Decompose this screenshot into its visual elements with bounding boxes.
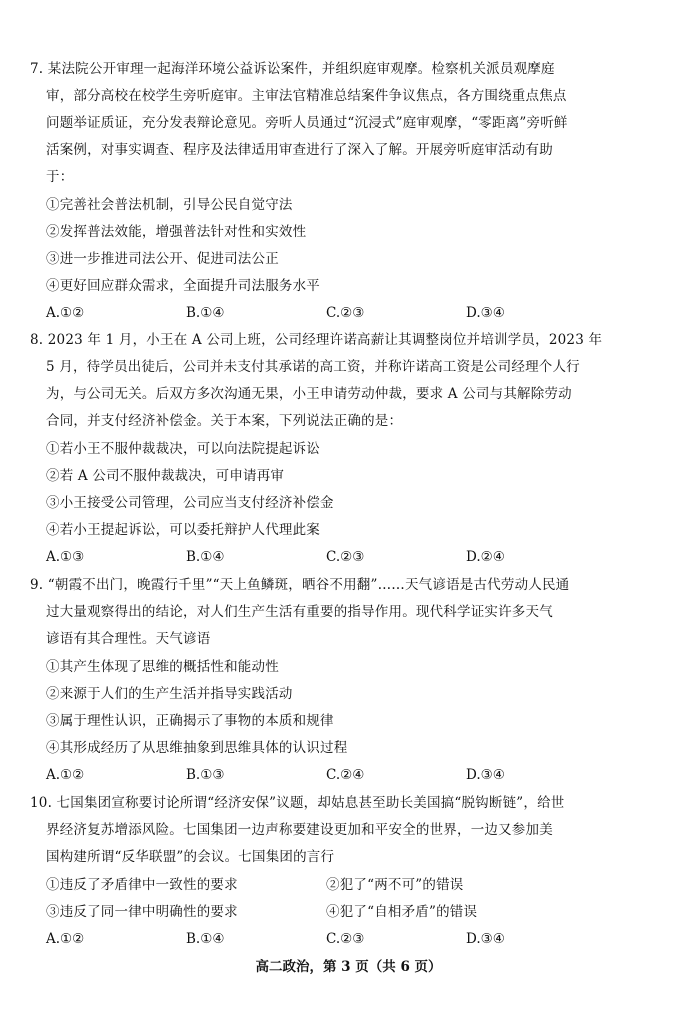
q10-answer-d: D.③④ [466,931,505,947]
q8-stem-line-2: 5 月，待学员出徒后，公司并未支付其承诺的高工资，并称许诺高工资是公司经理个人行 [46,359,580,375]
q10-option-1: ①违反了矛盾律中一致性的要求 [46,877,238,893]
q10-answer-c: C.②③ [326,931,365,947]
q9-stem-line-1: 9. “朝霞不出门，晚霞行千里”“天上鱼鳞斑，晒谷不用翻”……天气谚语是古代劳动人民通 [30,577,570,593]
q7-stem-line-4: 活案例，对事实调查、程序及法律适用审查进行了深入了解。开展旁听庭审活动有助 [46,142,553,158]
q7-stem-line-3: 问题举证质证，充分发表辩论意见。旁听人员通过“沉浸式”庭审观摩，“零距离”旁听鲜 [46,115,568,131]
q9-answer-b: B.①③ [186,767,225,783]
q7-stem-line-1: 7. 某法院公开审理一起海洋环境公益诉讼案件，并组织庭审观摩。检察机关派员观摩庭 [30,61,555,77]
q8-option-1: ①若小王不服仲裁裁决，可以向法院提起诉讼 [46,441,320,457]
q10-answer-a: A.①② [46,931,85,947]
q9-stem-line-3: 谚语有其合理性。天气谚语 [46,631,211,647]
q9-stem-line-2: 过大量观察得出的结论，对人们生产生活有重要的指导作用。现代科学证实许多天气 [46,604,553,620]
q9-answer-c: C.②④ [326,767,365,783]
q7-answer-d: D.③④ [466,305,505,321]
q7-option-3: ③进一步推进司法公开、促进司法公正 [46,251,279,267]
q8-option-4: ④若小王提起诉讼，可以委托辩护人代理此案 [46,522,320,538]
q9-answer-a: A.①② [46,767,85,783]
q9-option-3: ③属于理性认识，正确揭示了事物的本质和规律 [46,713,334,729]
q10-stem-line-3: 国构建所谓“反华联盟”的会议。七国集团的言行 [46,849,335,865]
q7-answer-c: C.②③ [326,305,365,321]
q9-option-1: ①其产生体现了思维的概括性和能动性 [46,659,279,675]
q8-answer-c: C.②③ [326,549,365,565]
q7-option-1: ①完善社会普法机制，引导公民自觉守法 [46,197,293,213]
q8-stem-line-4: 合同，并支付经济补偿金。关于本案，下列说法正确的是： [46,413,403,429]
q7-stem-line-5: 于： [46,169,74,185]
page-footer: 高二政治，第 3 页（共 6 页） [255,959,442,975]
q9-option-2: ②来源于人们的生产生活并指导实践活动 [46,686,293,702]
q8-answer-a: A.①③ [46,549,85,565]
q9-answer-d: D.③④ [466,767,505,783]
q9-option-4: ④其形成经历了从思维抽象到思维具体的认识过程 [46,740,348,756]
q10-stem-line-1: 10. 七国集团宣称要讨论所谓“经济安保”议题，却姑息甚至助长美国搞“脱钩断链”，给世 [30,795,565,811]
q8-answer-d: D.②④ [466,549,505,565]
q7-option-4: ④更好回应群众需求，全面提升司法服务水平 [46,278,320,294]
q10-option-4: ④犯了“自相矛盾”的错误 [326,904,478,920]
q10-stem-line-2: 界经济复苏增添风险。七国集团一边声称要建设更加和平安全的世界，一边又参加美 [46,822,553,838]
q8-option-2: ②若 A 公司不服仲裁裁决，可申请再审 [46,468,285,484]
q7-option-2: ②发挥普法效能，增强普法针对性和实效性 [46,224,307,240]
q10-option-2: ②犯了“两不可”的错误 [326,877,464,893]
q8-stem-line-1: 8. 2023 年 1 月，小王在 A 公司上班，公司经理许诺高薪让其调整岗位并培训学员，2023 年 [30,332,603,348]
q10-answer-b: B.①④ [186,931,225,947]
q7-answer-b: B.①④ [186,305,225,321]
q7-answer-a: A.①② [46,305,85,321]
q8-option-3: ③小王接受公司管理，公司应当支付经济补偿金 [46,495,334,511]
q7-stem-line-2: 审，部分高校在校学生旁听庭审。主审法官精准总结案件争议焦点，各方围绕重点焦点 [46,88,567,104]
q10-option-3: ③违反了同一律中明确性的要求 [46,904,238,920]
q8-stem-line-3: 为，与公司无关。后双方多次沟通无果，小王申请劳动仲裁，要求 A 公司与其解除劳动 [46,386,572,402]
q8-answer-b: B.①④ [186,549,225,565]
